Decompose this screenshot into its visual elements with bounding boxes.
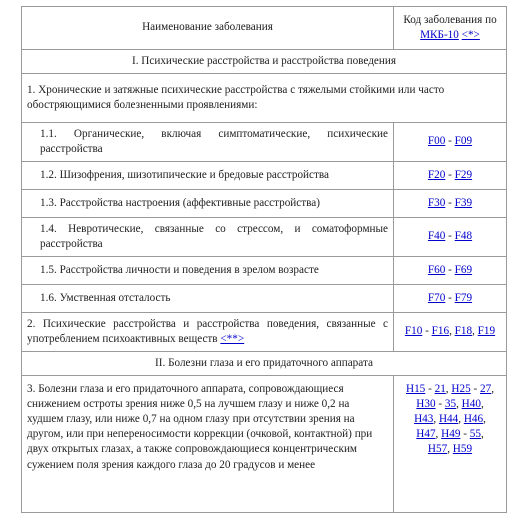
item-3-text: 3. Болезни глаза и его придаточного аппарата, сопровождающиеся снижением остроты зрения ниже 0,5 на лучшем глазу и ниже 0,2 на худшем глазу, или ниже 0,7 на одном глазу при отсутствии зрения на другом, или при непереносимости коррекции (очковой, контактной) при двух открытых глазах, а также сопровождающиеся концентрическим сужением поля зрения каждого глаза до 20 градусов и менее [22, 376, 394, 513]
table-row [22, 313, 507, 352]
code-link[interactable]: F19 [477, 325, 496, 338]
subitem-1-1-text: 1.1. Органические, включая симптоматические, психические расстройства [22, 123, 394, 162]
item-1-text: 1. Хронические и затяжные психические расстройства с тяжелыми стойкими или часто обостряющимися болезненными проявлениями: [22, 74, 507, 123]
code-link[interactable]: H44 [438, 413, 459, 425]
code-link[interactable]: H47 [416, 428, 436, 440]
table-row [22, 190, 507, 218]
subitem-1-3-text: 1.3. Расстройства настроения (аффективные расстройства) [22, 190, 394, 218]
subitem-1-5-text: 1.5. Расстройства личности и поведения в зрелом возрасте [22, 257, 394, 285]
code-link[interactable]: H59 [452, 443, 473, 455]
code-link[interactable]: F60 [427, 263, 446, 276]
item-3-codes: H15 - 21, H25 - 27, H30 - 35, H40, H43, H44, H46, H47, H49 - 55, H57, H59 [394, 376, 507, 513]
item-2-text [22, 313, 394, 352]
subitem-1-2-codes: F20 - F29 [394, 162, 507, 190]
section-row [22, 352, 507, 376]
code-link[interactable]: H57 [427, 443, 448, 455]
code-link[interactable]: F30 [427, 196, 446, 209]
subitem-1-2-text: 1.2. Шизофрения, шизотипические и бредовые расстройства [22, 162, 394, 190]
subitem-1-4-codes: F40 - F48 [394, 218, 507, 257]
item-2-label: 2. Психические расстройства и расстройства поведения, связанные с употреблением психоактивных веществ [27, 317, 388, 345]
table-header-row [22, 7, 507, 50]
table-row [22, 218, 507, 257]
code-link[interactable]: H49 [441, 428, 461, 440]
code-link[interactable]: H30 [416, 398, 436, 410]
subitem-1-6-codes: F70 - F79 [394, 285, 507, 313]
code-link[interactable]: 55 [469, 428, 481, 440]
code-link[interactable]: F18 [454, 325, 473, 338]
section-row [22, 50, 507, 74]
mkb10-link[interactable]: МКБ-10 [420, 29, 459, 41]
code-link[interactable]: 21 [434, 383, 446, 395]
subitem-1-6-text: 1.6. Умственная отсталость [22, 285, 394, 313]
code-link[interactable]: H25 [451, 383, 471, 395]
code-link[interactable]: F29 [454, 168, 473, 181]
subitem-1-5-codes: F60 - F69 [394, 257, 507, 285]
table-row [22, 123, 507, 162]
header-code-prefix: Код заболевания по [403, 13, 497, 26]
table-row [22, 74, 507, 123]
code-link[interactable]: H40 [461, 398, 481, 410]
item-2-codes: F10 - F16, F18, F19 [394, 313, 507, 352]
table-row [22, 162, 507, 190]
code-link[interactable]: F79 [454, 291, 473, 304]
code-link[interactable]: 35 [444, 398, 457, 410]
code-link[interactable]: F40 [427, 230, 446, 243]
disease-table [21, 6, 507, 513]
section-title-eye: II. Болезни глаза и его придаточного аппарата [22, 352, 507, 376]
footnote-link-star[interactable]: <*> [461, 29, 480, 41]
code-link[interactable]: H43 [414, 413, 434, 425]
code-link[interactable]: F69 [454, 263, 473, 276]
code-link[interactable]: F48 [454, 230, 473, 243]
code-link[interactable]: F20 [427, 168, 446, 181]
code-link[interactable]: 27 [480, 383, 492, 395]
code-link[interactable]: F39 [454, 196, 473, 209]
section-title-mental: I. Психические расстройства и расстройства поведения [22, 50, 507, 74]
subitem-1-4-text: 1.4. Невротические, связанные со стрессом, и соматоформные расстройства [22, 218, 394, 257]
code-link[interactable]: H46 [463, 413, 484, 425]
table-row [22, 257, 507, 285]
code-link[interactable]: F70 [427, 291, 446, 304]
header-disease-name: Наименование заболевания [22, 7, 394, 50]
header-code [394, 7, 507, 50]
code-link[interactable]: F00 [427, 135, 446, 148]
code-link[interactable]: F10 [404, 325, 423, 338]
footnote-link-double-star[interactable]: <**> [220, 333, 245, 345]
table-row [22, 376, 507, 513]
code-link[interactable]: H15 [406, 383, 426, 395]
subitem-1-1-codes: F00 - F09 [394, 123, 507, 162]
code-link[interactable]: F09 [454, 135, 473, 148]
subitem-1-3-codes: F30 - F39 [394, 190, 507, 218]
code-link[interactable]: F16 [431, 325, 450, 338]
table-row [22, 285, 507, 313]
